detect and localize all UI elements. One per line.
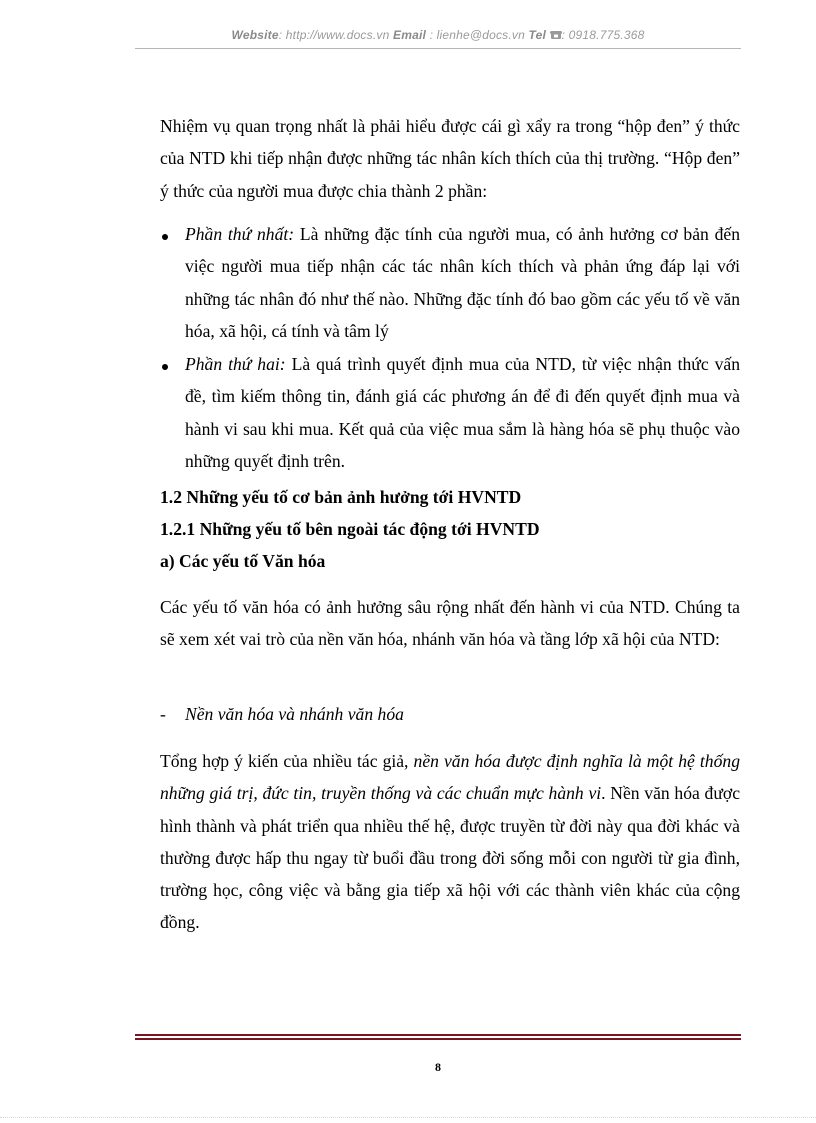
footer-divider [135,1034,741,1036]
paragraph-van-hoa [160,591,740,656]
paragraph-hop-den [160,110,740,207]
bullet-icon [162,234,168,240]
tel-value: : 0918.775.368 [561,28,645,42]
bullet-lead: Phần thứ hai: [185,354,286,374]
paragraph-text: Tổng hợp ý kiến của nhiều tác giả, [160,751,414,771]
footer-divider [135,1038,741,1040]
page-edge [0,1117,816,1118]
paragraph-text: . Nền văn hóa được hình thành và phát triển qua nhiều thế hệ, được truyền từ đời này qua đời khác và thường được hấp thu ngay từ buổi đầu trong đời sống mỗi con người từ gia đình, trường học, công việc và bằng gia tiếp xã hội với các thành viên khác của cộng đồng. [160,783,740,933]
section-heading-1-2: 1.2 Những yếu tố cơ bản ảnh hưởng tới HVNTD [160,487,522,507]
bullet-text: Là quá trình quyết định mua của NTD, từ việc nhận thức vấn đề, tìm kiếm thông tin, đánh giá các phương án để đi đến quyết định mua và hành vi sau khi mua. Kết quả của việc mua sắm là hàng hóa sẽ phụ thuộc vào những quyết định trên. [185,354,740,471]
bullet-item-1 [185,218,740,347]
section-heading-1-2-1: 1.2.1 Những yếu tố bên ngoài tác động tới HVNTD [160,519,540,539]
bullet-text: Là những đặc tính của người mua, có ảnh hưởng cơ bản đến việc người mua tiếp nhận các tác nhân kích thích và phản ứng đáp lại với những tác nhân đó như thế nào. Những đặc tính đó bao gồm các yếu tố về văn hóa, xã hội, cá tính và tâm lý [185,224,741,341]
tel-label: Tel [528,28,547,42]
page-header [135,28,741,42]
section-heading-a: a) Các yếu tố Văn hóa [160,551,326,571]
bullet-item-2 [185,348,740,477]
dash-marker: - [160,704,166,724]
email-value: : lienhe@docs.vn [429,28,525,42]
paragraph-text: Nhiệm vụ quan trọng nhất là phải hiểu được cái gì xẩy ra trong “hộp đen” ý thức của NTD khi tiếp nhận được những tác nhân kích thích của thị trường. “Hộp đen” ý thức của người mua được chia thành 2 phần: [160,116,740,201]
bullet-lead: Phần thứ nhất: [185,224,295,244]
dash-item-nen-van-hoa: Nền văn hóa và nhánh văn hóa [185,704,404,724]
email-label: Email [393,28,427,42]
phone-icon [550,29,562,39]
website-label: Website [231,28,279,42]
page-number: 8 [435,1060,441,1074]
paragraph-nen-van-hoa [160,745,740,939]
website-value: : http://www.docs.vn [278,28,390,42]
definition-italic: nền văn hóa được định nghĩa là một hệ thống những giá trị, đức tin, truyền thống và các chuẩn mực hành vi [160,751,740,804]
header-divider [135,48,741,49]
paragraph-text: Các yếu tố văn hóa có ảnh hưởng sâu rộng nhất đến hành vi của NTD. Chúng ta sẽ xem xét vai trò của nền văn hóa, nhánh văn hóa và tầng lớp xã hội của NTD: [160,597,740,650]
bullet-icon [162,364,168,370]
